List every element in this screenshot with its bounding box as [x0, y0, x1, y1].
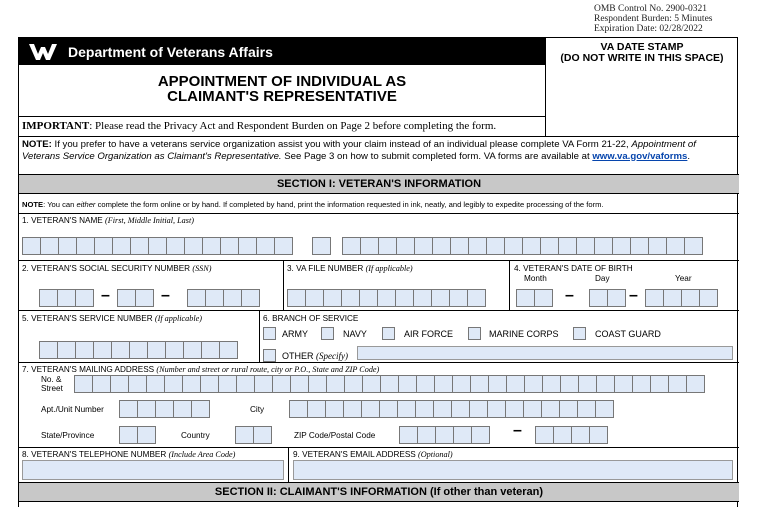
- street-label: [41, 375, 63, 393]
- divider: [19, 260, 739, 261]
- dash: –: [161, 287, 170, 304]
- respondent-burden: Respondent Burden: 5 Minutes: [594, 14, 713, 24]
- title-line-2: CLAIMANT'S REPRESENTATIVE: [167, 88, 397, 105]
- note-text-2: See Page 3 on how to submit completed form. VA forms are available at: [281, 150, 590, 162]
- city-input[interactable]: [289, 400, 613, 418]
- phone-label-text: 8. VETERAN'S TELEPHONE NUMBER: [22, 450, 169, 459]
- date-stamp-area: [545, 38, 738, 136]
- day-label: Day: [595, 274, 610, 283]
- email-label-text: 9. VETERAN'S EMAIL ADDRESS: [293, 450, 419, 459]
- divider: [288, 447, 289, 482]
- ssn-part-1-input[interactable]: [39, 289, 93, 307]
- dash: –: [101, 287, 110, 304]
- zip-label: ZIP Code/Postal Code: [294, 431, 376, 440]
- other-checkbox[interactable]: [263, 349, 276, 362]
- email-label-hint: (Optional): [418, 450, 453, 459]
- section-1-header: SECTION I: VETERAN'S INFORMATION: [19, 174, 739, 194]
- street-label-1: No. &: [41, 375, 62, 384]
- dob-year-input[interactable]: [645, 289, 717, 307]
- other-label-hint: (Specify): [316, 351, 348, 361]
- service-label-text: 5. VETERAN'S SERVICE NUMBER: [22, 314, 155, 323]
- stamp-label: VA DATE STAMP: [600, 41, 684, 53]
- name-label-hint: (First, Middle Initial, Last): [105, 216, 194, 225]
- branch-label: 6. BRANCH OF SERVICE: [263, 314, 359, 323]
- dash: –: [513, 422, 522, 439]
- coast-guard-label: COAST GUARD: [595, 329, 661, 339]
- note-italic: Appointment of Veterans Service Organization as Claimant's Representative.: [22, 139, 696, 162]
- file-label-text: 3. VA FILE NUMBER: [287, 264, 366, 273]
- important-text: : Please read the Privacy Act and Respondent Burden on Page 2 before completing the form.: [89, 120, 497, 132]
- street-label-2: Street: [41, 384, 63, 393]
- service-number-label: [22, 314, 202, 323]
- divider: [19, 310, 739, 311]
- last-name-input[interactable]: [342, 237, 702, 255]
- telephone-input[interactable]: [22, 460, 284, 480]
- air-force-checkbox[interactable]: [382, 327, 395, 340]
- important-notice: [19, 116, 545, 136]
- street-input[interactable]: [74, 375, 704, 393]
- divider: [19, 447, 739, 448]
- country-input[interactable]: [235, 426, 271, 444]
- ssn-part-3-input[interactable]: [187, 289, 259, 307]
- marine-corps-label: MARINE CORPS: [489, 329, 559, 339]
- state-input[interactable]: [119, 426, 155, 444]
- va-logo-icon: [28, 42, 58, 62]
- file-label-hint: (If applicable): [365, 264, 413, 273]
- marine-corps-checkbox[interactable]: [468, 327, 481, 340]
- divider: [509, 260, 510, 310]
- department-name: Department of Veterans Affairs: [68, 43, 273, 60]
- address-label-text: 7. VETERAN'S MAILING ADDRESS: [22, 365, 157, 374]
- divider: [259, 310, 260, 362]
- omb-control: OMB Control No. 2900-0321: [594, 4, 707, 14]
- service-label-hint: (If applicable): [154, 314, 202, 323]
- other-label: [282, 351, 348, 361]
- ssn-label-text: 2. VETERAN'S SOCIAL SECURITY NUMBER: [22, 264, 193, 273]
- email-label: [293, 450, 453, 459]
- telephone-label: [22, 450, 235, 459]
- dob-month-input[interactable]: [516, 289, 552, 307]
- note-text-1: If you prefer to have a veterans service organization assist you with your claim instead of an individual please complete VA Form 21-22,: [51, 139, 629, 150]
- first-name-input[interactable]: [22, 237, 292, 255]
- city-label: City: [250, 405, 265, 414]
- stamp-note: (DO NOT WRITE IN THIS SPACE): [560, 52, 724, 64]
- coast-guard-checkbox[interactable]: [573, 327, 586, 340]
- note-label: NOTE:: [22, 139, 52, 150]
- dob-label: 4. VETERAN'S DATE OF BIRTH: [514, 264, 633, 273]
- zip-input[interactable]: [399, 426, 489, 444]
- section-1-note: [19, 195, 739, 213]
- ssn-label: [22, 264, 211, 273]
- header-bar: [19, 38, 545, 65]
- ssn-part-2-input[interactable]: [117, 289, 153, 307]
- country-label: Country: [181, 431, 210, 440]
- divider: [283, 260, 284, 310]
- note-end: .: [687, 150, 691, 162]
- divider: [19, 362, 739, 363]
- service-number-input[interactable]: [39, 341, 237, 359]
- dash: –: [629, 287, 638, 304]
- divider: [19, 213, 739, 214]
- form-title: [19, 66, 545, 104]
- army-label: ARMY: [282, 329, 309, 339]
- important-label: IMPORTANT: [22, 120, 90, 132]
- mailing-address-label: [22, 365, 379, 374]
- state-label: State/Province: [41, 431, 95, 440]
- name-label-text: 1. VETERAN'S NAME: [22, 216, 106, 225]
- address-label-hint: (Number and street or rural route, city or P.O., State and ZIP Code): [156, 365, 380, 374]
- month-label: Month: [524, 274, 547, 283]
- vaforms-link[interactable]: www.va.gov/vaforms: [592, 150, 688, 162]
- air-force-label: AIR FORCE: [404, 329, 454, 339]
- dob-day-input[interactable]: [589, 289, 625, 307]
- other-label-text: OTHER: [282, 351, 317, 361]
- other-branch-input[interactable]: [357, 346, 733, 360]
- va-file-number-input[interactable]: [287, 289, 485, 307]
- omb-info: [594, 4, 712, 34]
- navy-checkbox[interactable]: [321, 327, 334, 340]
- section-1-note-either: either: [76, 200, 96, 209]
- section-1-note-rest: complete the form online or by hand. If completed by hand, print the information requested in ink, neatly, and legibly to expedite processing of the form.: [95, 200, 604, 209]
- apt-input[interactable]: [119, 400, 209, 418]
- section-2-header: SECTION II: CLAIMANT'S INFORMATION (If other than veteran): [19, 482, 739, 502]
- zip-extension-input[interactable]: [535, 426, 607, 444]
- section-1-note-label: NOTE: [22, 200, 44, 209]
- email-input[interactable]: [293, 460, 733, 480]
- veteran-name-label: [22, 216, 194, 225]
- army-checkbox[interactable]: [263, 327, 276, 340]
- ssn-label-hint: (SSN): [192, 264, 212, 273]
- note-block: [19, 136, 739, 174]
- phone-label-hint: (Include Area Code): [168, 450, 236, 459]
- dash: –: [565, 287, 574, 304]
- va-file-label: [287, 264, 413, 273]
- year-label: Year: [675, 274, 692, 283]
- expiration-date: Expiration Date: 02/28/2022: [594, 24, 703, 34]
- navy-label: NAVY: [343, 329, 367, 339]
- middle-initial-input[interactable]: [312, 237, 330, 255]
- apt-label: Apt./Unit Number: [41, 405, 104, 414]
- form-frame: [18, 37, 738, 507]
- title-line-1: APPOINTMENT OF INDIVIDUAL AS: [157, 73, 407, 90]
- section-1-note-text: : You can: [43, 200, 77, 209]
